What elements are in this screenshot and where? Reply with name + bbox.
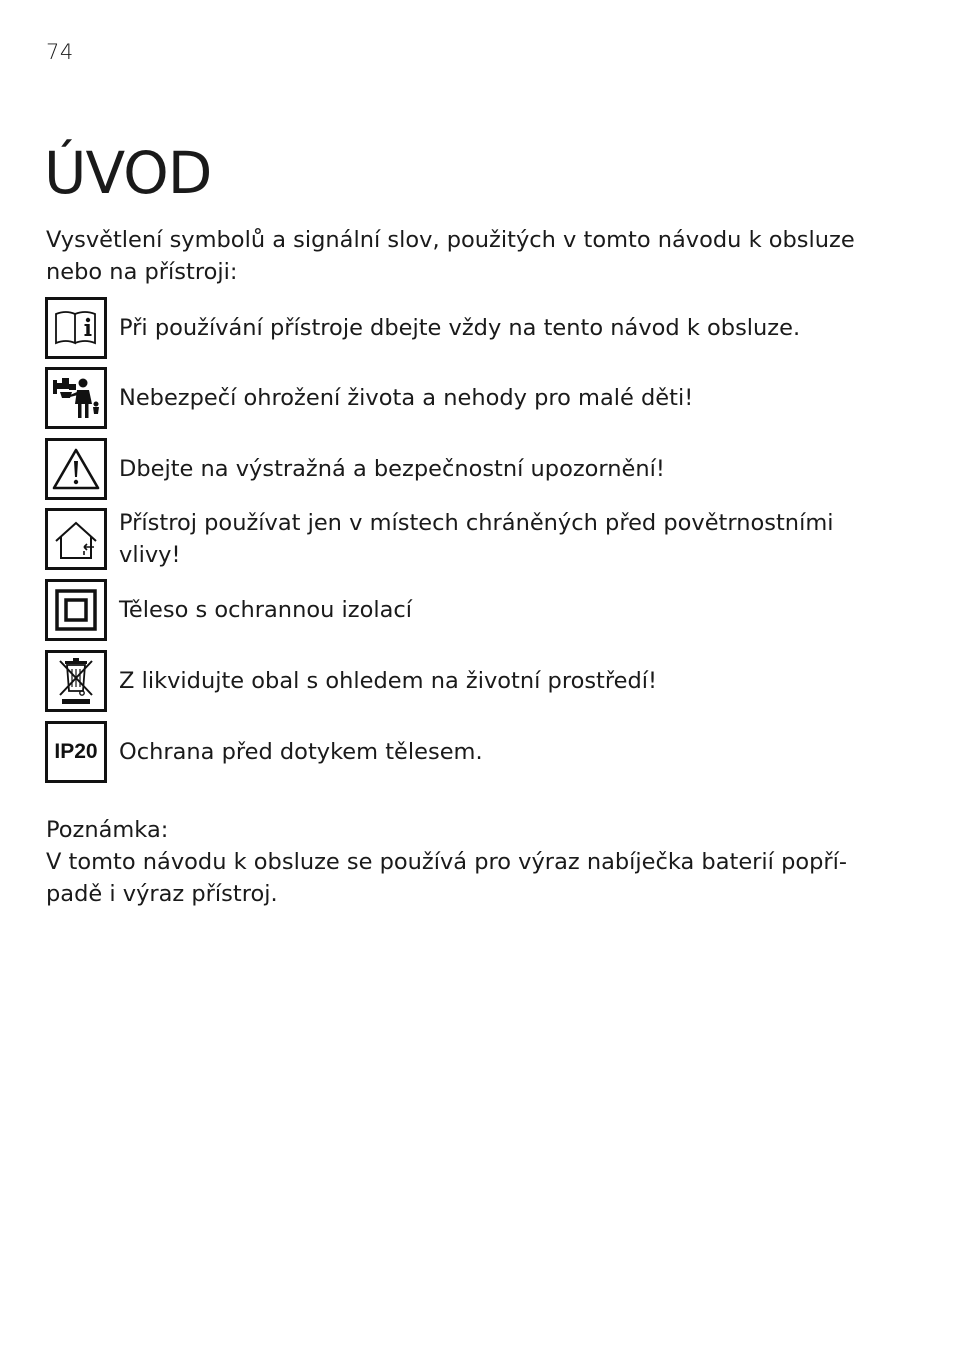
ip20-label: IP20	[54, 740, 98, 763]
note-block	[46, 814, 886, 910]
note-line-2: padě i výraz přístroj.	[46, 881, 278, 907]
indoor-use-house-icon	[45, 508, 107, 570]
symbol-row-warning	[45, 438, 865, 499]
crossed-bin-icon	[45, 650, 107, 712]
warning-triangle-icon	[45, 438, 107, 500]
symbol-text-double-insulation: Těleso s ochrannou izolací	[119, 596, 412, 623]
symbol-row-crossed-bin	[45, 650, 865, 711]
symbol-text-manual: Při používání přístroje dbejte vždy na tento návod k obsluze.	[119, 314, 801, 341]
symbol-row-indoor-use	[45, 508, 865, 569]
symbol-row-double-insulation	[45, 579, 865, 640]
symbol-text-indoor-use: Přístroj používat jen v místech chráněných před povětrnostními vlivy!	[119, 509, 834, 568]
page-number: 74	[46, 40, 74, 64]
symbol-row-manual	[45, 297, 865, 358]
symbol-text-child-hazard: Nebezpečí ohrožení života a nehody pro malé děti!	[119, 384, 694, 411]
double-insulation-icon	[45, 579, 107, 641]
page-title: ÚVOD	[44, 139, 212, 207]
symbol-row-ip20	[45, 721, 865, 782]
note-heading: Poznámka:	[46, 817, 169, 843]
note-line-1: V tomto návodu k obsluze se používá pro výraz nabíječka baterií popří-	[46, 849, 848, 875]
child-hazard-icon	[45, 367, 107, 429]
symbol-text-warning: Dbejte na výstražná a bezpečnostní upozornění!	[119, 455, 665, 482]
intro-text: Vysvětlení symbolů a signální slov, použitých v tomto návodu k obsluze nebo na přístroji:	[46, 227, 855, 285]
symbol-text-ip20: Ochrana před dotykem tělesem.	[119, 738, 483, 765]
ip20-icon	[45, 721, 107, 783]
symbol-text-crossed-bin: Z likvidujte obal s ohledem na životní prostředí!	[119, 667, 658, 694]
symbol-row-child-hazard	[45, 367, 865, 428]
manual-info-icon	[45, 297, 107, 359]
